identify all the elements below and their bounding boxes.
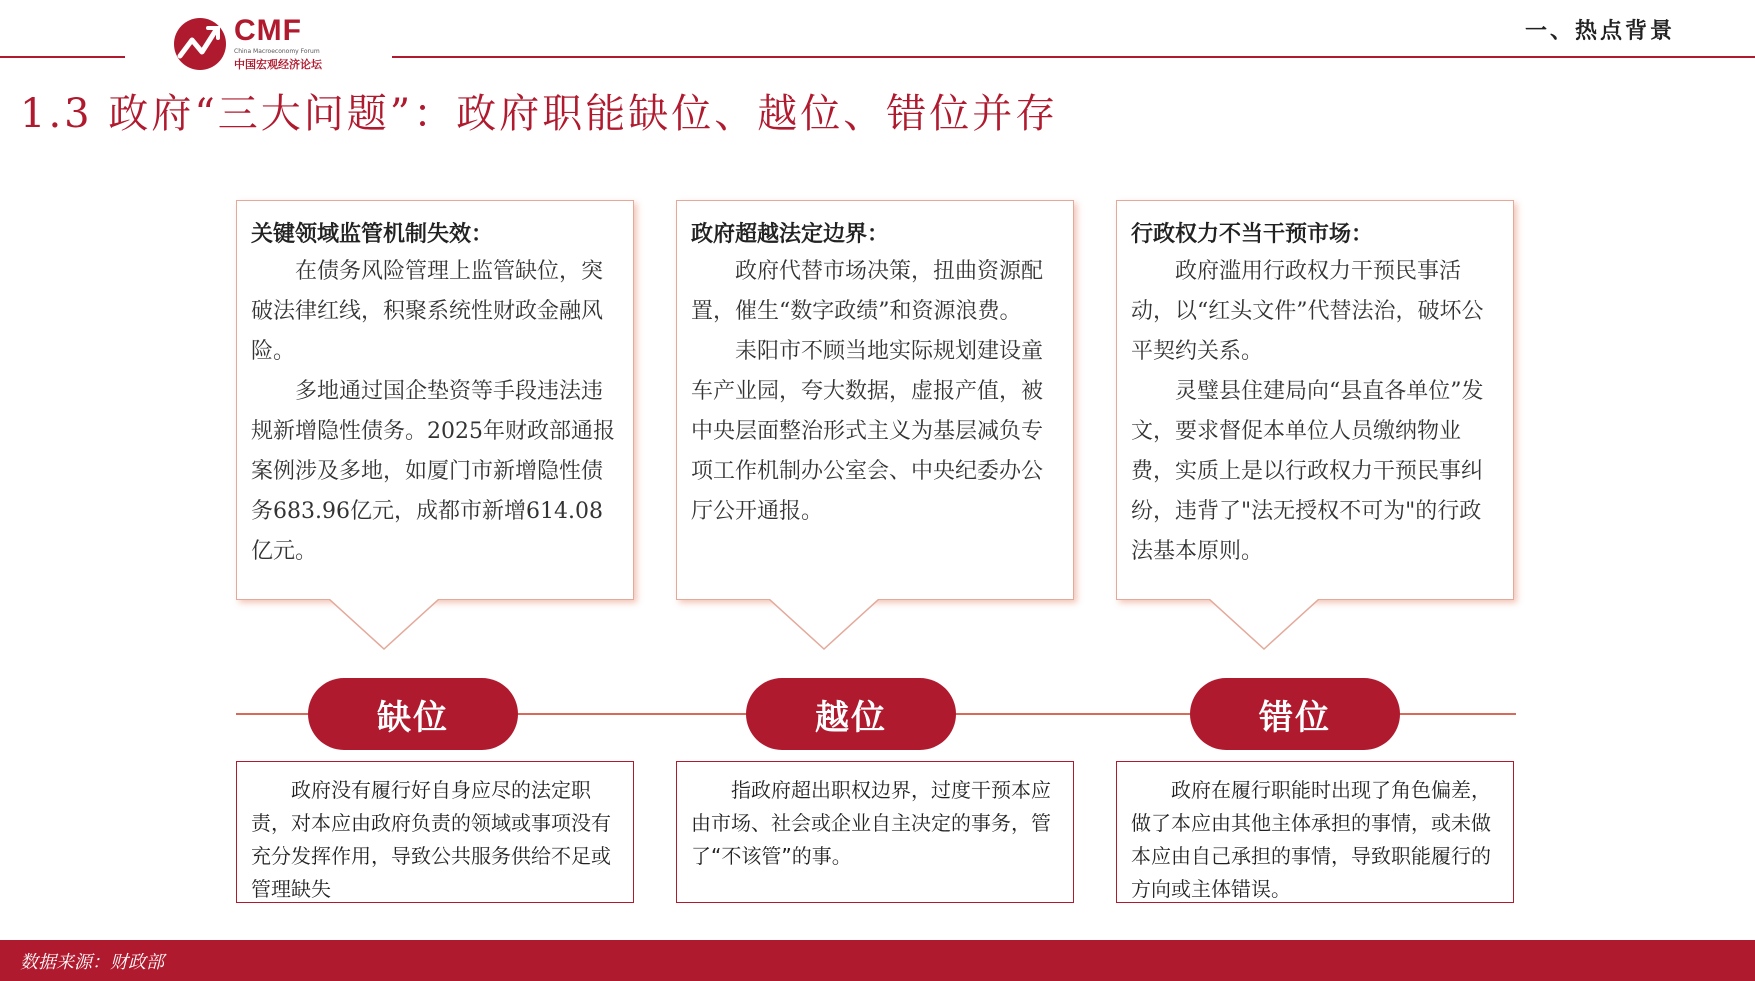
desc-text: 政府没有履行好自身应尽的法定职责，对本应由政府负责的领域或事项没有充分发挥作用，导致公共服务供给不足或管理缺失	[251, 778, 611, 901]
cmf-logo-icon	[172, 16, 228, 72]
card-paragraph: 政府代替市场决策，扭曲资源配置，催生“数字政绩”和资源浪费。	[691, 259, 1044, 324]
card-title: 关键领域监管机制失效：	[251, 221, 494, 247]
card-paragraph: 多地通过国企垫资等手段违法违规新增隐性债务。2025年财政部通报案例涉及多地，如厦门市新增隐性债务683.96亿元，成都市新增614.08亿元。	[251, 379, 615, 564]
desc-box-overstep	[676, 761, 1074, 903]
header-rule-left	[0, 56, 125, 58]
header-rule-right	[392, 56, 1755, 58]
logo-subtitle-cn: 中国宏观经济论坛	[234, 58, 322, 71]
card-overstep	[676, 200, 1074, 600]
card-paragraph: 政府滥用行政权力干预民事活动，以“红头文件”代替法治，破坏公平契约关系。	[1131, 259, 1484, 364]
desc-text: 政府在履行职能时出现了角色偏差，做了本应由其他主体承担的事情，或未做本应由自己承担的事情，导致职能履行的方向或主体错误。	[1131, 778, 1491, 901]
card-pointer	[769, 599, 879, 651]
card-pointer	[1209, 599, 1319, 651]
cmf-logo	[172, 12, 402, 72]
card-title: 政府超越法定边界：	[691, 221, 890, 247]
logo-subtitle-en: China Macroeconomy Forum	[234, 48, 320, 55]
pill-overstep: 越位	[746, 678, 956, 750]
card-paragraph: 耒阳市不顾当地实际规划建设童车产业园，夸大数据，虚报产值，被中央层面整治形式主义为基层减负专项工作机制办公室会、中央纪委办公厅公开通报。	[691, 339, 1044, 524]
card-title: 行政权力不当干预市场：	[1131, 221, 1374, 247]
card-missing	[236, 200, 634, 600]
pill-misplaced: 错位	[1190, 678, 1400, 750]
desc-box-misplaced	[1116, 761, 1514, 903]
section-label: 一、热点背景	[1524, 19, 1675, 44]
pill-missing: 缺位	[308, 678, 518, 750]
page-title: 1.3 政府“三大问题”：政府职能缺位、越位、错位并存	[20, 91, 1059, 137]
logo-text: CMF	[234, 14, 302, 47]
card-misplaced	[1116, 200, 1514, 600]
desc-text: 指政府超出职权边界，过度干预本应由市场、社会或企业自主决定的事务，管了“不该管”的事。	[691, 778, 1051, 868]
footer-bar	[0, 940, 1755, 981]
desc-box-missing	[236, 761, 634, 903]
card-paragraph: 在债务风险管理上监管缺位，突破法律红线，积聚系统性财政金融风险。	[251, 259, 604, 364]
card-pointer	[329, 599, 439, 651]
card-paragraph: 灵璧县住建局向“县直各单位”发文，要求督促本单位人员缴纳物业费，实质上是以行政权力干预民事纠纷，违背了"法无授权不可为"的行政法基本原则。	[1131, 379, 1484, 564]
data-source: 数据来源：财政部	[20, 952, 164, 973]
